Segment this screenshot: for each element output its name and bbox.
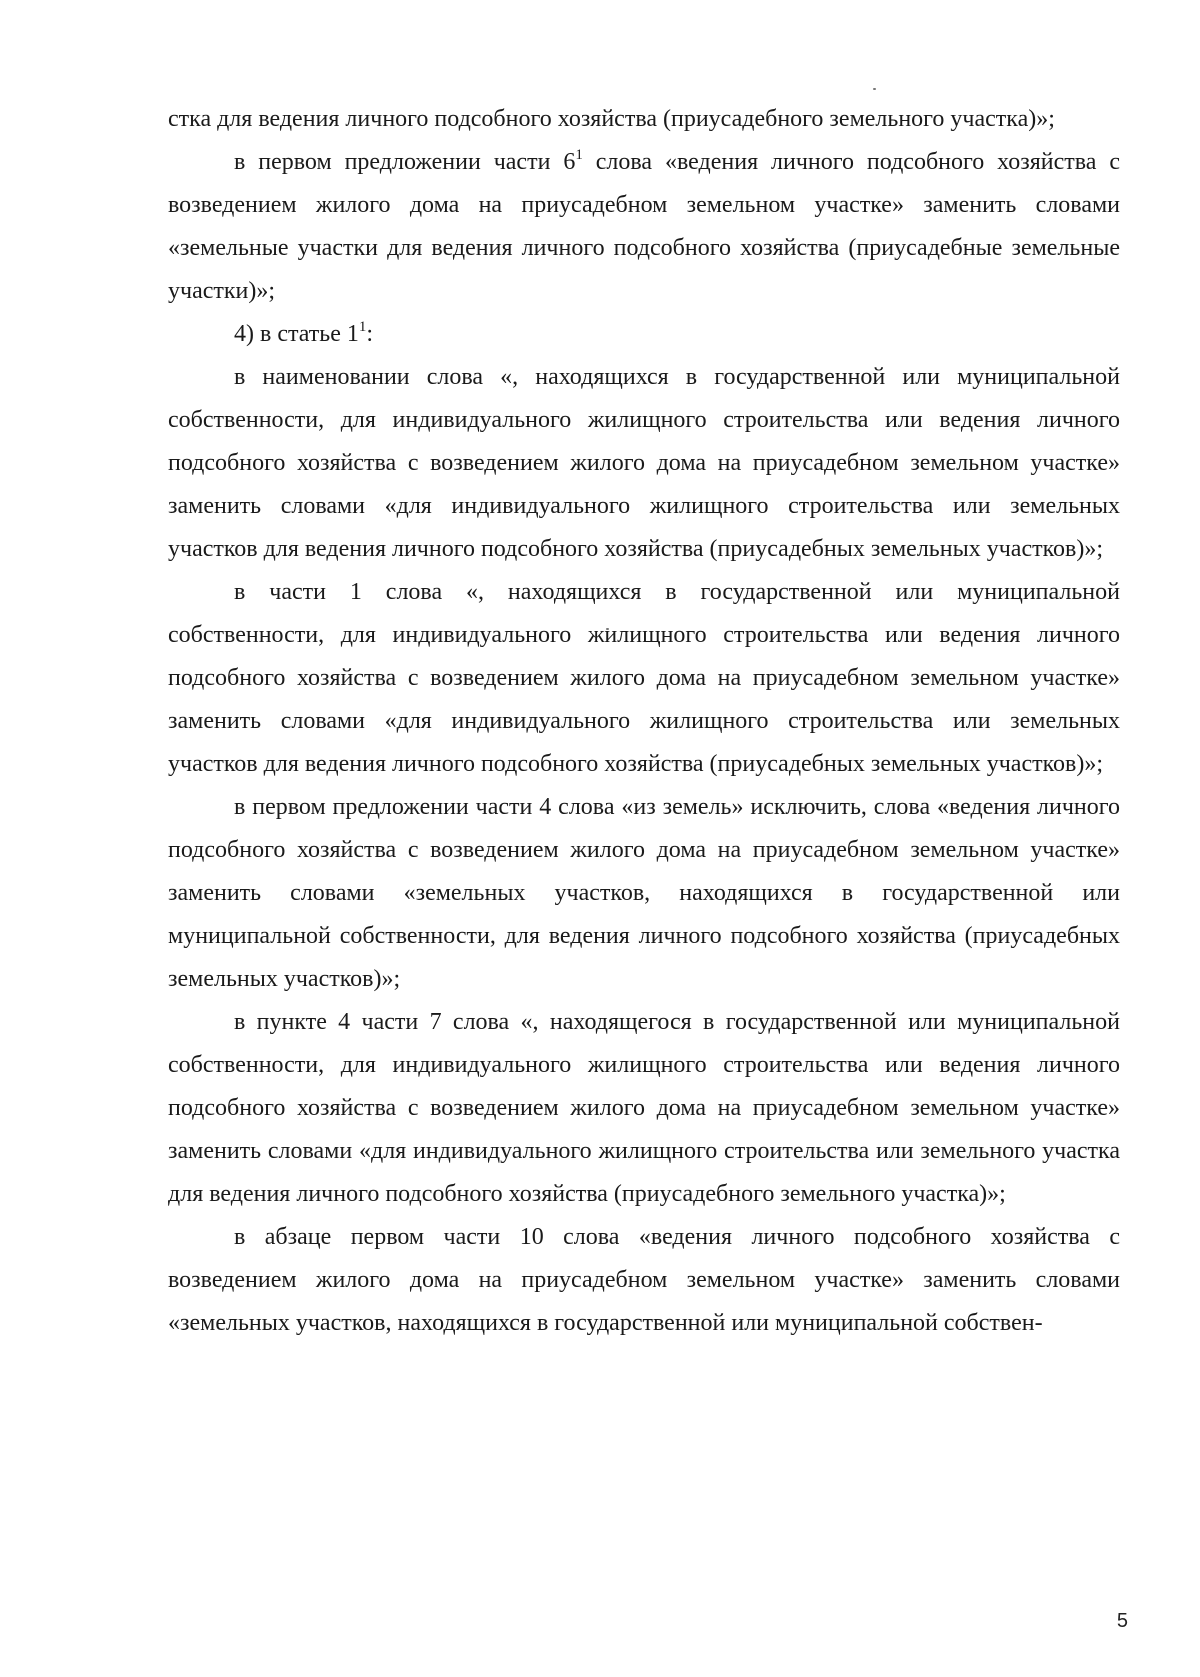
paragraph-text: в абзаце первом части 10 слова «ведения личного подсобного хозяйства с возведением жилого дома на приусадебном земельном участке» заменить словами «земельных участков, находящихся в государственной или муниципальной собствен- bbox=[168, 1224, 1120, 1336]
paragraph bbox=[168, 786, 1120, 1001]
paragraph-text: слова «ведения личного подсобного хозяйства с возведением жилого дома на приусадебном земельном участке» заменить словами «земельные участки для ведения личного подсобного хозяйства (приусадебные земельные участки)»; bbox=[168, 149, 1120, 304]
paragraph-text: в первом предложении части 4 слова «из земель» исключить, слова «ведения личного подсобного хозяйства с возведением жилого дома на приусадебном земельном участке» заменить словами «земельных участков, находящихся в государственной или муниципальной собственности, для ведения личного подсобного хозяйства (приусадебных земельных участков)»; bbox=[168, 794, 1120, 992]
paragraph-text: 4) в статье 1 bbox=[234, 321, 359, 347]
document-body bbox=[168, 98, 1120, 1345]
superscript: 1 bbox=[575, 147, 583, 163]
paragraph bbox=[168, 1216, 1120, 1345]
paragraph-text: в наименовании слова «, находящихся в государственной или муниципальной собственности, для индивидуального жилищного строительства или ведения личного подсобного хозяйства с возведением жилого дома на приусадебном земельном участке» заменить словами «для индивидуального жилищного строительства или земельных участков для ведения личного подсобного хозяйства (приусадебных земельных участков)»; bbox=[168, 364, 1120, 562]
paragraph-text: : bbox=[366, 321, 374, 347]
superscript: 1 bbox=[358, 319, 367, 335]
paragraph bbox=[168, 141, 1120, 313]
paragraph bbox=[168, 313, 1120, 356]
paragraph-text: в части 1 слова «, находящихся в государственной или муниципальной собственности, для индивидуального жилищного строительства или ведения личного подсобного хозяйства с возведением жилого дома на приусадебном земельном участке» заменить словами «для индивидуального жилищного строительства или земельных участков для ведения личного подсобного хозяйства (приусадебных земельных участков)»; bbox=[168, 579, 1120, 777]
scan-speck bbox=[873, 88, 876, 90]
paragraph-text: стка для ведения личного подсобного хозяйства (приусадебного земельного участка)»; bbox=[168, 106, 1055, 132]
paragraph-text: в пункте 4 части 7 слова «, находящегося в государственной или муниципальной собственности, для индивидуального жилищного строительства или ведения личного подсобного хозяйства с возведением жилого дома на приусадебном земельном участке» заменить словами «для индивидуального жилищного строительства или земельного участка для ведения личного подсобного хозяйства (приусадебного земельного участка)»; bbox=[168, 1009, 1120, 1207]
paragraph bbox=[168, 98, 1120, 141]
paragraph bbox=[168, 1001, 1120, 1216]
paragraph-text: в первом предложении части 6 bbox=[234, 149, 576, 175]
page-number: 5 bbox=[1116, 1610, 1128, 1632]
paragraph bbox=[168, 571, 1120, 786]
paragraph bbox=[168, 356, 1120, 571]
